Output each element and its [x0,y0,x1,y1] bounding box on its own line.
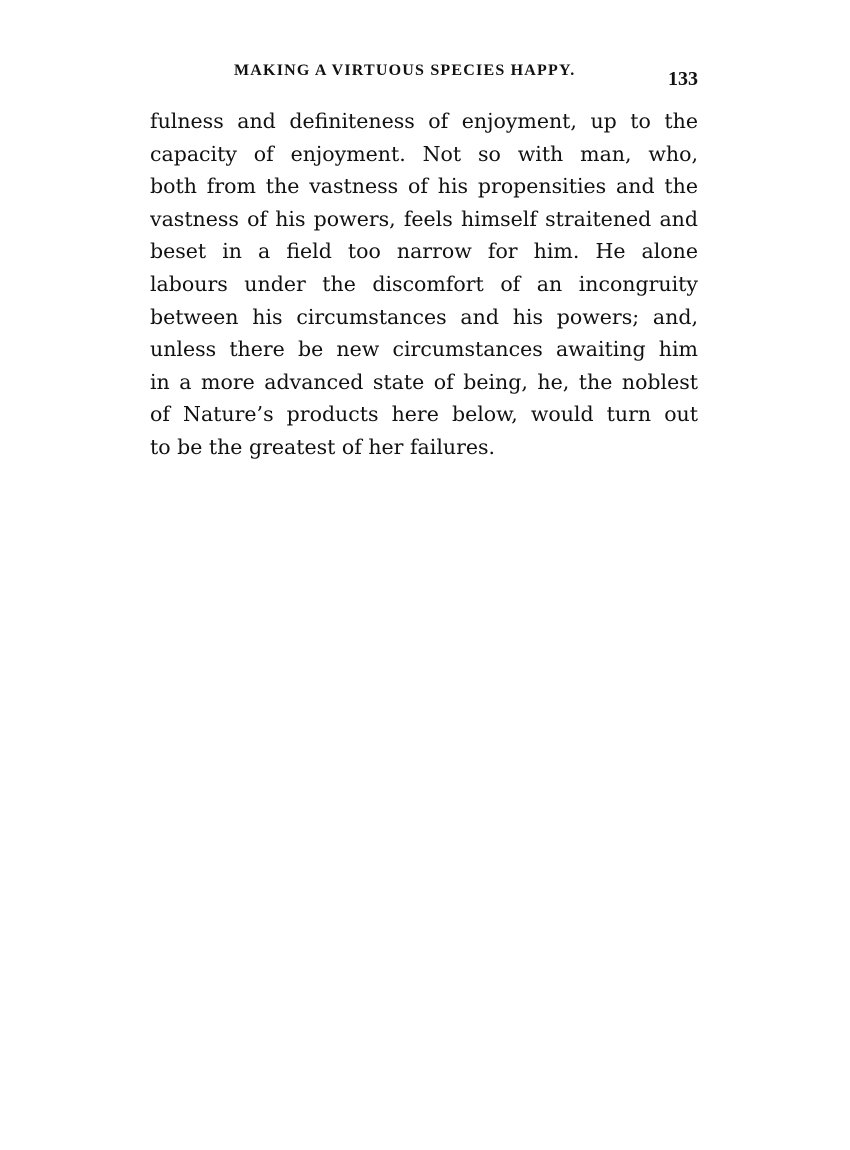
text-line: in a more advanced state of being, he, the noblest [150,369,698,394]
text-line: labours under the discomfort of an incongruity [150,271,698,296]
text-line: beset in a field too narrow for him. He alone [150,239,698,264]
running-title: MAKING A VIRTUOUS SPECIES HAPPY. [234,62,576,79]
text-line: both from the vastness of his propensities and the [150,174,698,199]
running-header [150,62,698,92]
text-line: capacity of enjoyment. Not so with man, who, [150,141,698,166]
text-line: fulness and definiteness of enjoyment, up to the [150,109,698,133]
text-line: of Nature’s products here below, would turn out [150,402,698,427]
page-number: 133 [668,68,698,90]
text-line: unless there be new circumstances awaiting him [150,337,698,362]
body-paragraph [150,105,698,464]
text-line: between his circumstances and his powers; and, [150,304,698,329]
text-line: to be the greatest of her failures. [150,434,496,459]
text-line: vastness of his powers, feels himself straitened and [150,206,698,231]
